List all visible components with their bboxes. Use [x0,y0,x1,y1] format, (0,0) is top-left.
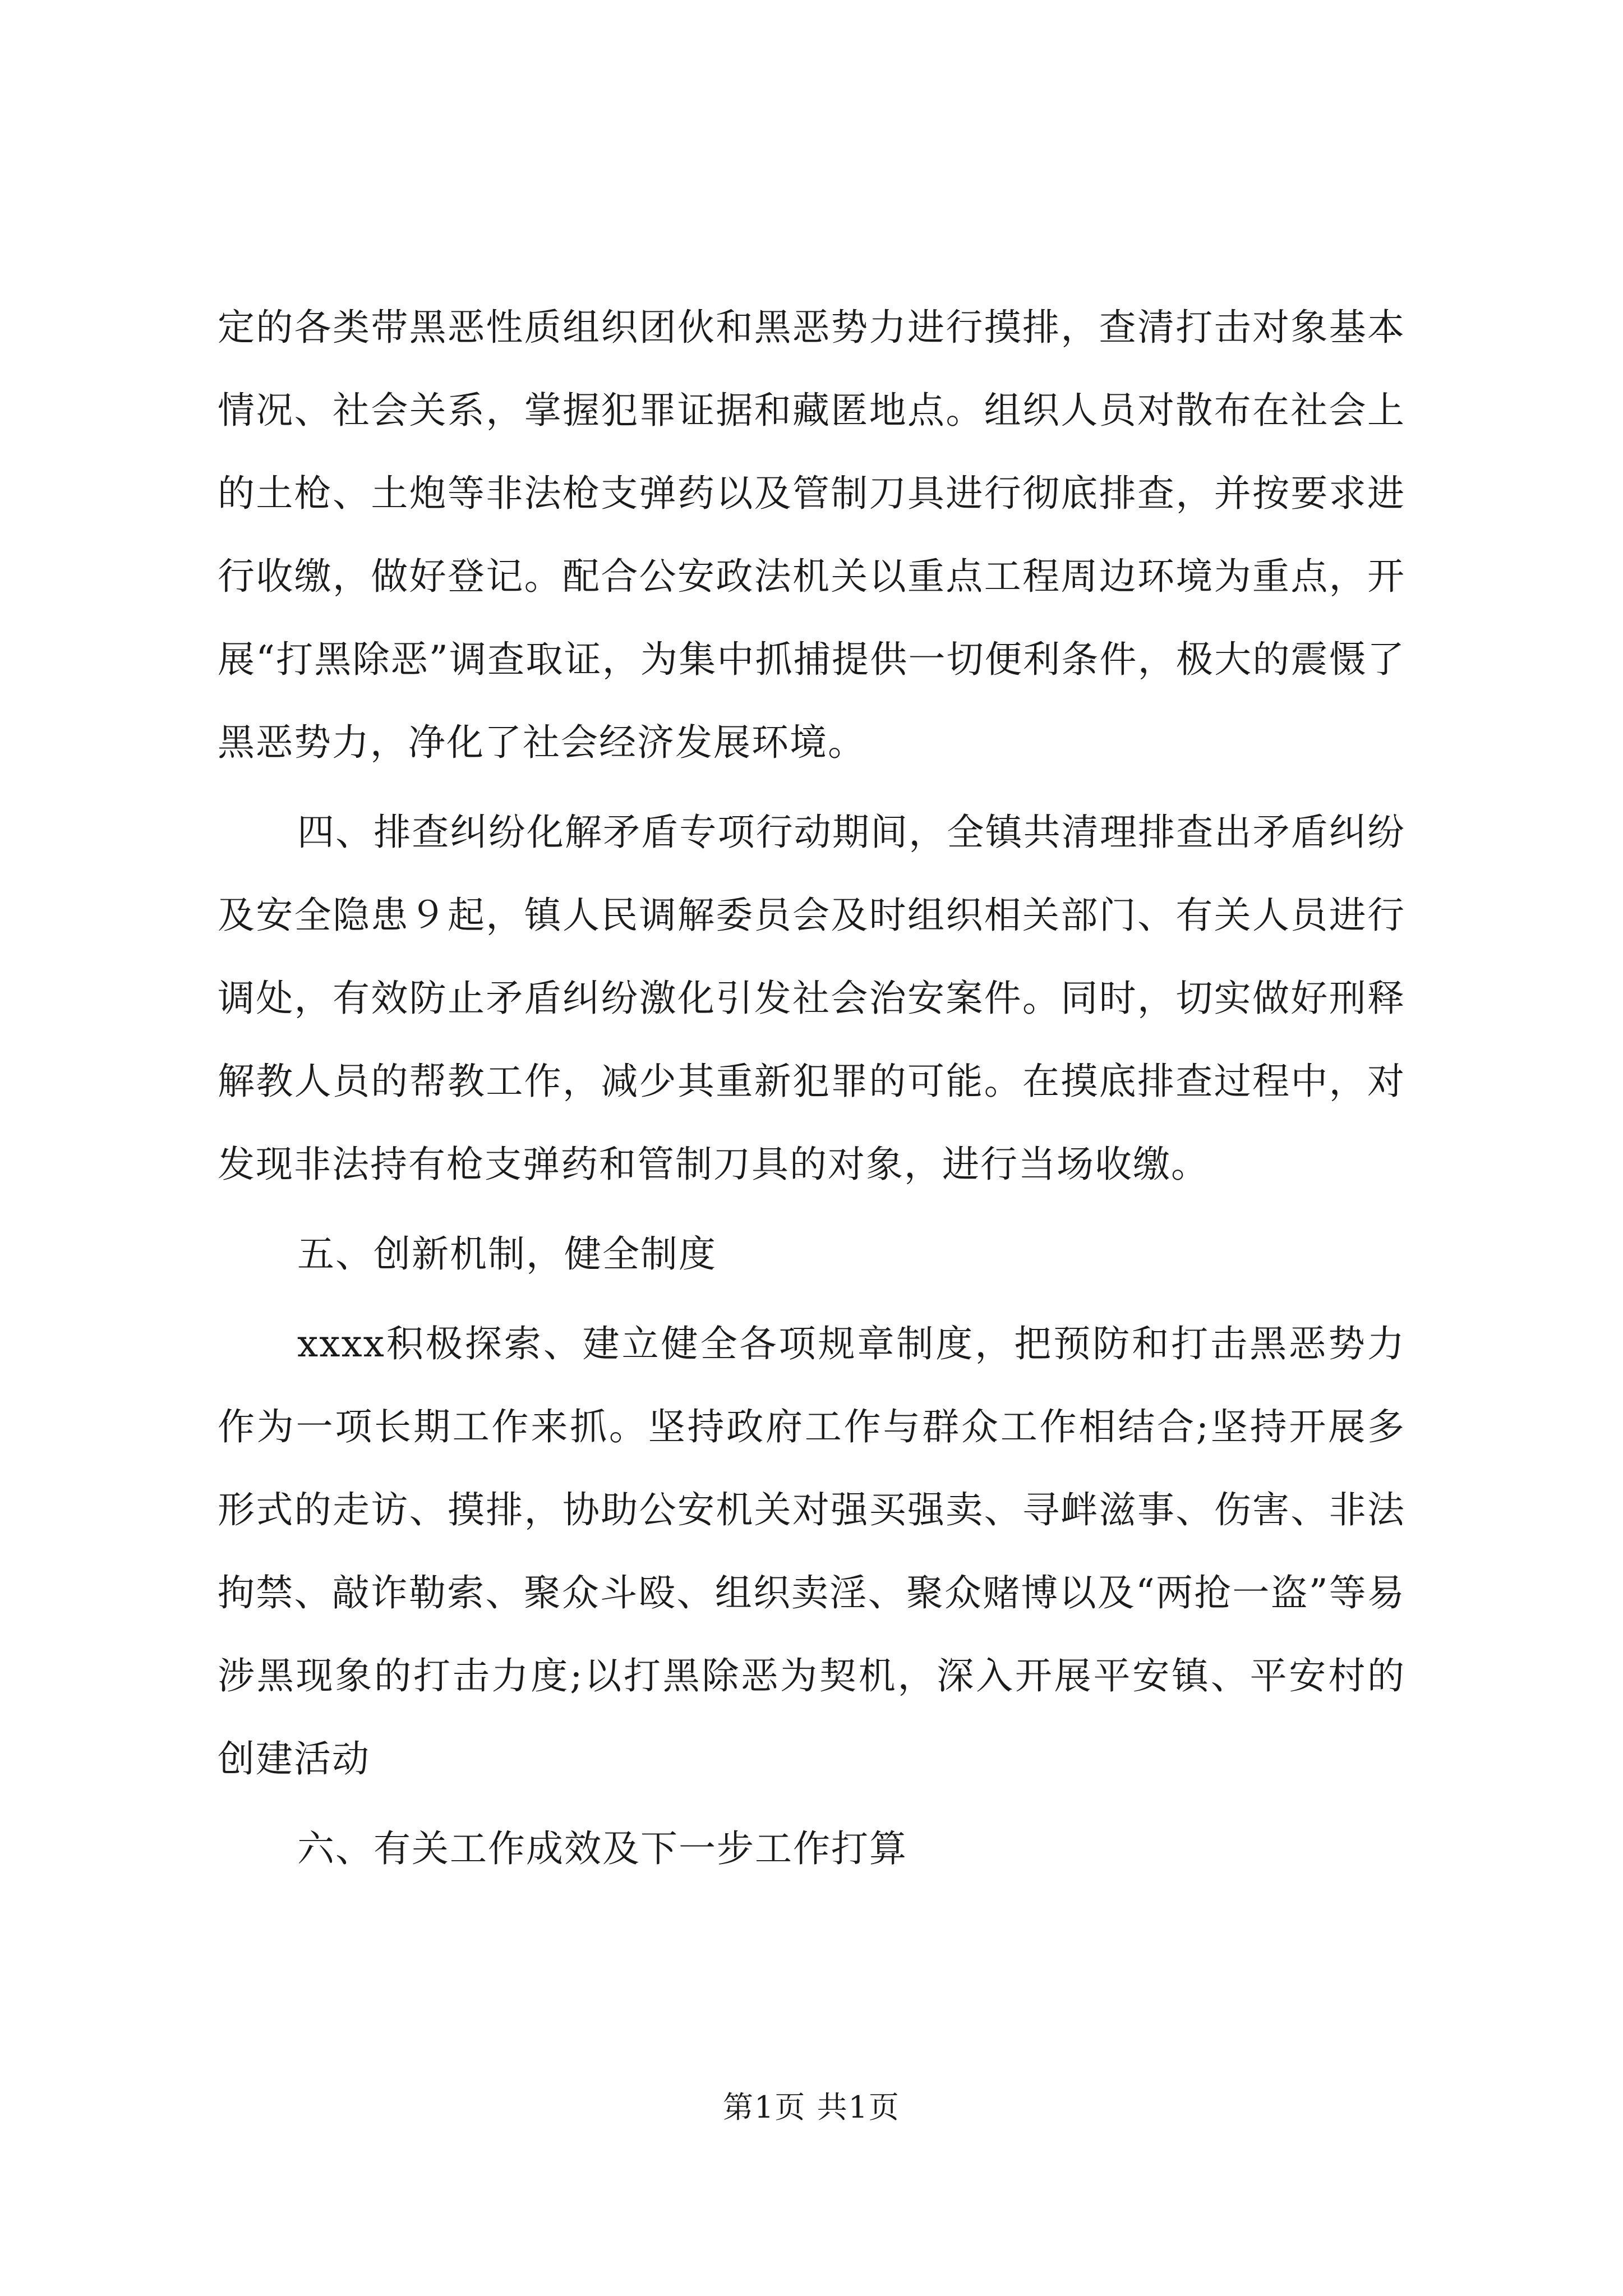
page-number-footer: 第1页 共1页 [723,2090,900,2125]
paragraph-section-four: 四、排查纠纷化解矛盾专项行动期间，全镇共清理排查出矛盾纠纷及安全隐患９起，镇人民调解委员会及时组织相关部门、有关人员进行调处，有效防止矛盾纠纷激化引发社会治安案件。同时，切实做好刑释解教人员的帮教工作，减少其重新犯罪的可能。在摸底排查过程中，对发现非法持有枪支弹药和管制刀具的对象，进行当场收缴。 [218,811,1405,1186]
heading-section-five: 五、创新机制，健全制度 [297,1232,717,1276]
document-body [218,286,1405,1897]
heading-section-six: 六、有关工作成效及下一步工作打算 [297,1827,907,1870]
paragraph-section-five: xxxx积极探索、建立健全各项规章制度，把预防和打击黑恶势力作为一项长期工作来抓。坚持政府工作与群众工作相结合;坚持开展多形式的走访、摸排，协助公安机关对强买强卖、寻衅滋事、伤害、非法拘禁、敲诈勒索、聚众斗殴、组织卖淫、聚众赌博以及“两抢一盗”等易涉黑现象的打击力度;以打黑除恶为契机，深入开展平安镇、平安村的创建活动 [218,1322,1405,1780]
paragraph-continuation: 定的各类带黑恶性质组织团伙和黑恶势力进行摸排，查清打击对象基本情况、社会关系，掌握犯罪证据和藏匿地点。组织人员对散布在社会上的土枪、土炮等非法枪支弹药以及管制刀具进行彻底排查，并按要求进行收缴，做好登记。配合公安政法机关以重点工程周边环境为重点，开展“打黑除恶”调查取证，为集中抓捕提供一切便利条件，极大的震慑了黑恶势力，净化了社会经济发展环境。 [218,306,1405,764]
